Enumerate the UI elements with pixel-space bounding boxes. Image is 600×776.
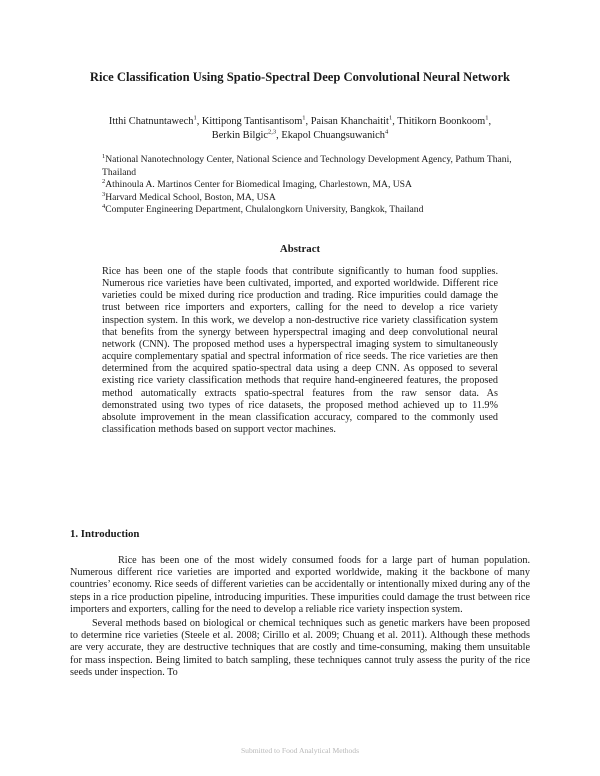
affiliation: $^2$Athinoula A. Martinos Center for Biomedical Imaging, Charlestown, MA, USA [102, 178, 412, 191]
paragraph: Several methods based on biological or chemical techniques such as genetic markers have been proposed to determine rice varieties (Steele et al. 2008; Cirillo et al. 2009; Chuang et al. 2011). Although these methods are very accurate, they are destructive techniques that are costly and time-consuming, making them unsuitable for mass inspection. Being limited to batch sampling, these techniques cannot truly assess the purity of the rice seeds under inspection. To [70, 618, 530, 678]
author: Thitikorn Boonkoom$^1$ [397, 114, 489, 127]
footer-note: Submitted to Food Analytical Methods [240, 746, 360, 755]
author: Berkin Bilgic$^{2,3}$ [211, 128, 277, 141]
affiliation: $^3$Harvard Medical School, Boston, MA, USA [102, 190, 276, 203]
author: Paisan Khanchaitit$^1$ [310, 114, 393, 127]
affiliation-list [102, 154, 532, 217]
paper-title: Rice Classification Using Spatio-Spectral Deep Convolutional Neural Network [89, 70, 511, 84]
abstract-text: Rice has been one of the staple foods that contribute significantly to human food supplies. Numerous rice varieties have been cultivated, imported, and exported worldwide. Different rice varieties could be mixed during rice production and trading. Rice impurities could damage the trust between rice importers and exporters, calling for the need to develop a rice variety inspection system. In this work, we develop a non-destructive rice variety classification system that benefits from the synergy between hyperspectral imaging and deep convolutional neural network (CNN). The proposed method uses a hyperspectral imaging system to simultaneously acquire complementary spatial and spectral information of rice seeds. The rice varieties are then determined from the acquired spatio-spectral data using a deep CNN. As opposed to several existing rice variety classification methods that require hand-engineered features, the proposed method automatically extracts spatio-spectral features from the raw sensor data. As demonstrated using two types of rice datasets, the proposed method achieved up to 11.9% absolute improvement in the mean classification accuracy, compared to the commonly used classification methods based on support vector machines. [102, 266, 498, 436]
author: Ekapol Chuangsuwanich$^4$ [281, 128, 389, 141]
affiliation: $^4$Computer Engineering Department, Chulalongkorn University, Bangkok, Thailand [102, 203, 424, 216]
author: Itthi Chatnuntawech$^1$ [108, 114, 197, 127]
introduction-body [70, 555, 530, 679]
abstract-heading: Abstract [279, 243, 321, 255]
author: Kittipong Tantisantisom$^1$ [201, 114, 306, 127]
introduction-heading: 1. Introduction [70, 528, 140, 540]
paragraph: Rice has been one of the most widely consumed foods for a large part of human population. Numerous different rice varieties are imported and exported worldwide, making it the backbone of many countries’ economy. Rice seeds of different varieties can be accidentally or intentionally mixed during any of the steps in a rice production pipeline, introducing impurities. These impurities could damage the trust between rice importers and exporters, calling for the need to develop a reliable rice variety inspection system. [70, 555, 530, 615]
affiliation: $^1$National Nanotechnology Center, National Science and Technology Development Agency, Pathum Thani, Thailand [102, 152, 512, 178]
author-list: Itthi Chatnuntawech$^1$, Kittipong Tantisantisom$^1$, Paisan Khanchaitit$^1$, Thitikorn Boonkoom$^1$, Berkin Bilgic$^{2,3}$, Ekapol Chuangsuwanich$^4$ [108, 114, 492, 141]
